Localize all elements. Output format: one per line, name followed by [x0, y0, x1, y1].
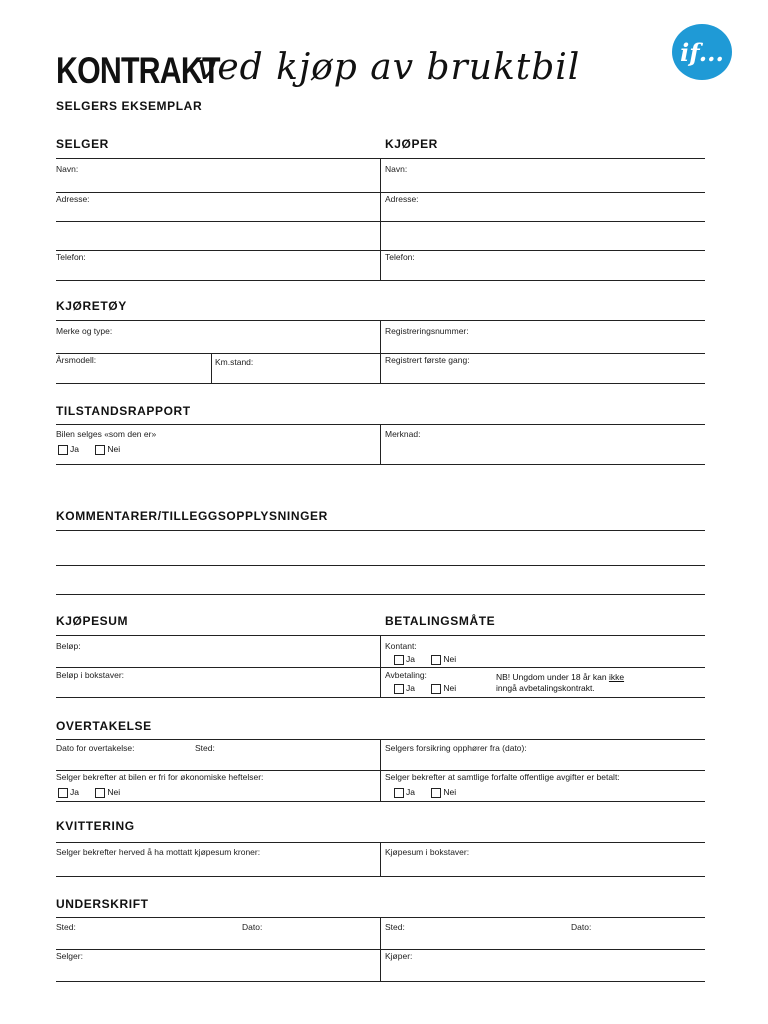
first-reg-field[interactable]: Registrert første gang:	[385, 355, 470, 365]
as-is-yes-checkbox[interactable]	[58, 445, 68, 455]
divider	[211, 353, 212, 383]
cash-no-checkbox[interactable]	[431, 655, 441, 665]
debt-free-options	[58, 787, 134, 798]
note-text: NB! Ungdom under 18 år kan	[496, 672, 609, 682]
comments-heading: KOMMENTARER/TILLEGGSOPPLYSNINGER	[56, 509, 328, 523]
divider	[56, 770, 705, 771]
note-underlined: ikke	[608, 672, 625, 682]
seller-date-field[interactable]: Dato:	[242, 922, 263, 932]
debt-free-no-checkbox[interactable]	[95, 788, 105, 798]
handover-place-field[interactable]: Sted:	[195, 743, 215, 753]
seller-name-field[interactable]: Navn:	[56, 164, 79, 174]
divider	[56, 667, 705, 668]
seller-address-field[interactable]: Adresse:	[56, 194, 90, 204]
divider	[56, 353, 705, 354]
installment-note	[496, 672, 624, 694]
yes-label: Ja	[70, 444, 79, 454]
debt-free-label: Selger bekrefter at bilen er fri for økonomiske heftelser:	[56, 772, 264, 782]
buyer-date-field[interactable]: Dato:	[571, 922, 592, 932]
payment-heading: BETALINGSMÅTE	[385, 614, 496, 628]
seller-place-field[interactable]: Sted:	[56, 922, 76, 932]
divider	[380, 320, 381, 383]
model-year-field[interactable]: Årsmodell:	[56, 355, 97, 365]
reg-number-field[interactable]: Registreringsnummer:	[385, 326, 469, 336]
divider	[380, 842, 381, 876]
buyer-phone-field[interactable]: Telefon:	[385, 252, 415, 262]
as-is-no-checkbox[interactable]	[95, 445, 105, 455]
cash-label: Kontant:	[385, 641, 417, 651]
divider	[56, 221, 705, 222]
divider	[56, 801, 705, 802]
remark-field[interactable]: Merknad:	[385, 429, 421, 439]
document-subtitle: SELGERS EKSEMPLAR	[56, 99, 203, 113]
divider	[380, 635, 381, 697]
document-title-script: ved kjøp av bruktbil	[196, 47, 581, 88]
if-logo	[672, 24, 732, 80]
installment-yes-checkbox[interactable]	[394, 684, 404, 694]
fees-paid-options	[394, 787, 470, 798]
divider	[56, 697, 705, 698]
received-amount-field[interactable]: Selger bekrefter herved å ha mottatt kjøpesum kroner:	[56, 847, 261, 857]
fees-paid-no-checkbox[interactable]	[431, 788, 441, 798]
no-label: Nei	[443, 654, 457, 664]
debt-free-yes-checkbox[interactable]	[58, 788, 68, 798]
divider	[380, 424, 381, 464]
divider	[380, 158, 381, 280]
fees-paid-yes-checkbox[interactable]	[394, 788, 404, 798]
receipt-amount-words-field[interactable]: Kjøpesum i bokstaver:	[385, 847, 470, 857]
divider	[56, 949, 705, 950]
divider	[56, 876, 705, 877]
divider	[56, 383, 705, 384]
km-field[interactable]: Km.stand:	[215, 357, 254, 367]
divider	[56, 464, 705, 465]
no-label: Nei	[443, 787, 457, 797]
buyer-name-field[interactable]: Navn:	[385, 164, 408, 174]
as-is-label: Bilen selges «som den er»	[56, 429, 157, 439]
insurance-end-field[interactable]: Selgers forsikring opphører fra (dato):	[385, 743, 527, 753]
logo-text: if...	[680, 37, 724, 67]
handover-date-field[interactable]: Dato for overtakelse:	[56, 743, 135, 753]
vehicle-heading: KJØRETØY	[56, 299, 127, 313]
amount-field[interactable]: Beløp:	[56, 641, 81, 651]
fees-paid-label: Selger bekrefter at samtlige forfalte offentlige avgifter er betalt:	[385, 772, 620, 782]
comments-line[interactable]	[56, 565, 705, 566]
price-heading: KJØPESUM	[56, 614, 129, 628]
make-type-field[interactable]: Merke og type:	[56, 326, 113, 336]
buyer-signature-field[interactable]: Kjøper:	[385, 951, 413, 961]
buyer-address-field[interactable]: Adresse:	[385, 194, 419, 204]
seller-signature-field[interactable]: Selger:	[56, 951, 83, 961]
comments-line[interactable]	[56, 530, 705, 531]
buyer-heading: KJØPER	[385, 137, 438, 151]
buyer-place-field[interactable]: Sted:	[385, 922, 405, 932]
as-is-options	[58, 444, 134, 455]
cash-options	[394, 654, 470, 665]
divider	[56, 250, 705, 251]
receipt-heading: KVITTERING	[56, 819, 135, 833]
handover-heading: OVERTAKELSE	[56, 719, 152, 733]
divider	[56, 192, 705, 193]
no-label: Nei	[107, 444, 121, 454]
installment-options	[394, 683, 470, 694]
no-label: Nei	[443, 683, 457, 693]
note-text: inngå avbetalingskontrakt.	[496, 683, 595, 693]
cash-yes-checkbox[interactable]	[394, 655, 404, 665]
seller-phone-field[interactable]: Telefon:	[56, 252, 86, 262]
divider	[56, 280, 705, 281]
signature-heading: UNDERSKRIFT	[56, 897, 149, 911]
seller-heading: SELGER	[56, 137, 109, 151]
comments-line[interactable]	[56, 594, 705, 595]
condition-heading: TILSTANDSRAPPORT	[56, 404, 191, 418]
yes-label: Ja	[406, 683, 415, 693]
document-title: KONTRAKT	[56, 50, 220, 91]
no-label: Nei	[107, 787, 121, 797]
amount-words-field[interactable]: Beløp i bokstaver:	[56, 670, 125, 680]
yes-label: Ja	[70, 787, 79, 797]
installment-no-checkbox[interactable]	[431, 684, 441, 694]
installment-label: Avbetaling:	[385, 670, 427, 680]
yes-label: Ja	[406, 654, 415, 664]
yes-label: Ja	[406, 787, 415, 797]
divider	[56, 981, 705, 982]
